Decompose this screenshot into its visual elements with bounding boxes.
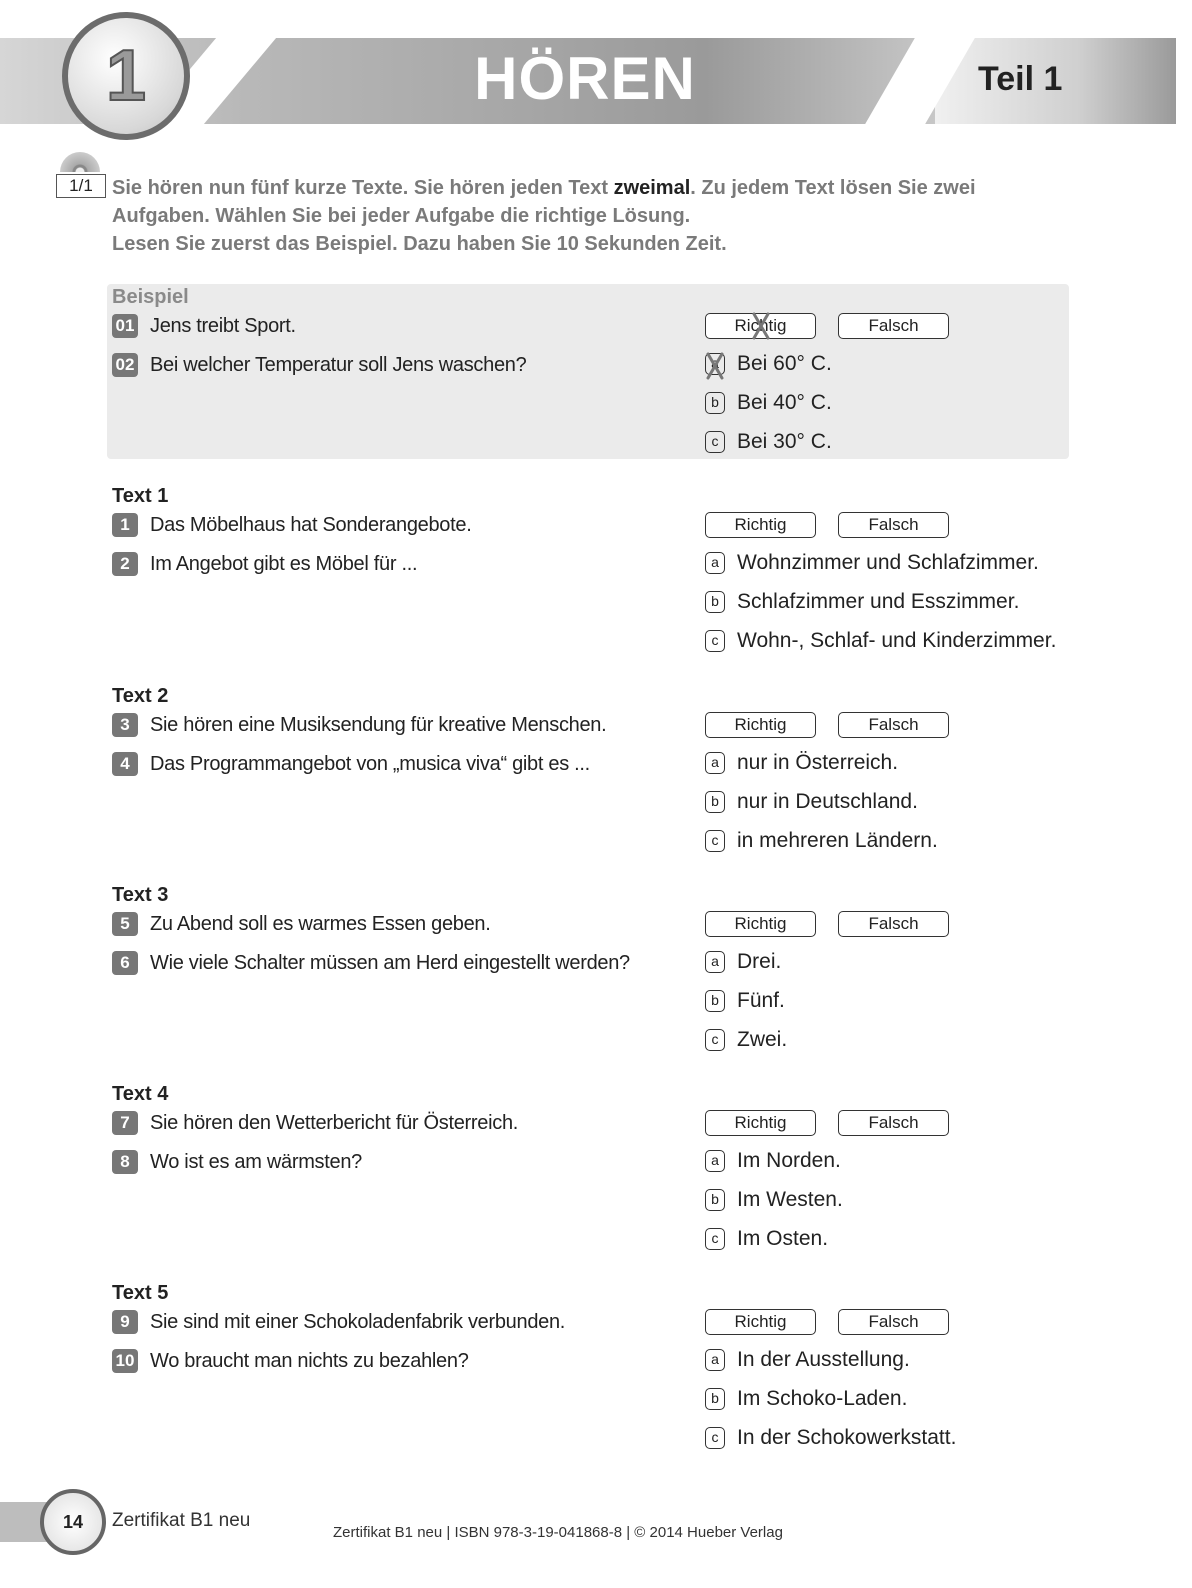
footer-book-title: Zertifikat B1 neu (112, 1510, 251, 1531)
answer-option[interactable] (705, 1426, 956, 1450)
option-checkbox[interactable]: c (705, 1228, 725, 1250)
option-text: In der Ausstellung. (737, 1348, 910, 1371)
option-text: in mehreren Ländern. (737, 829, 938, 852)
answer-option[interactable] (705, 1387, 907, 1411)
answer-option[interactable] (705, 829, 938, 853)
question-number: 2 (112, 552, 138, 576)
question-number: 3 (112, 713, 138, 737)
question-text: Sie hören eine Musiksendung für kreative Menschen. (150, 713, 607, 736)
option-checkbox[interactable]: c (705, 1427, 725, 1449)
answer-option[interactable] (705, 1348, 910, 1372)
option-text: Schlafzimmer und Esszimmer. (737, 590, 1020, 613)
section-heading: Text 5 (112, 1282, 169, 1304)
question-text: Bei welcher Temperatur soll Jens waschen? (150, 353, 527, 376)
question-text: Sie hören den Wetterbericht für Österreich. (150, 1111, 519, 1134)
option-checkbox[interactable]: a (705, 1349, 725, 1371)
question-number: 01 (112, 314, 138, 338)
question-number: 4 (112, 752, 138, 776)
question-item (112, 1150, 362, 1174)
instructions (112, 174, 1092, 258)
answer-option[interactable] (705, 950, 781, 974)
statement-item (112, 1111, 518, 1135)
answer-option[interactable] (705, 590, 1019, 614)
richtig-checkbox[interactable]: Richtig (705, 1309, 816, 1335)
question-number: 6 (112, 951, 138, 975)
option-text: Wohnzimmer und Schlafzimmer. (737, 551, 1039, 574)
answer-option[interactable] (705, 1188, 843, 1212)
question-number: 7 (112, 1111, 138, 1135)
option-checkbox[interactable]: c (705, 830, 725, 852)
question-item (112, 951, 630, 975)
option-text: Zwei. (737, 1028, 788, 1051)
question-number: 02 (112, 353, 138, 377)
section-heading: Beispiel (112, 286, 189, 308)
option-text: Wohn-, Schlaf- und Kinderzimmer. (737, 629, 1057, 652)
question-item (112, 353, 526, 377)
richtig-checkbox[interactable]: Richtig (705, 512, 816, 538)
falsch-checkbox[interactable]: Falsch (838, 1110, 949, 1136)
richtig-checkbox[interactable]: Richtig (705, 313, 816, 339)
falsch-checkbox[interactable]: Falsch (838, 911, 949, 937)
option-text: Drei. (737, 950, 782, 973)
question-text: Wo ist es am wärmsten? (150, 1150, 362, 1173)
question-number: 1 (112, 513, 138, 537)
option-checkbox[interactable]: c (705, 1029, 725, 1051)
instruction-text: Aufgaben. Wählen Sie bei jeder Aufgabe die richtige Lösung. (112, 205, 691, 227)
option-checkbox[interactable]: c (705, 431, 725, 453)
question-text: Im Angebot gibt es Möbel für ... (150, 552, 418, 575)
answer-option[interactable] (705, 989, 785, 1013)
option-checkbox[interactable]: b (705, 1189, 725, 1211)
option-text: Bei 40° C. (737, 391, 832, 414)
statement-item (112, 1310, 565, 1334)
falsch-checkbox[interactable]: Falsch (838, 712, 949, 738)
question-text: Zu Abend soll es warmes Essen geben. (150, 912, 491, 935)
answer-option[interactable] (705, 391, 832, 415)
option-text: In der Schokowerkstatt. (737, 1426, 957, 1449)
page-title: HÖREN (474, 45, 696, 112)
answer-option[interactable] (705, 1149, 841, 1173)
option-checkbox[interactable]: c (705, 630, 725, 652)
option-text: Im Schoko-Laden. (737, 1387, 908, 1410)
falsch-checkbox[interactable]: Falsch (838, 313, 949, 339)
option-text: Im Osten. (737, 1227, 829, 1250)
question-text: Wie viele Schalter müssen am Herd eingestellt werden? (150, 951, 630, 974)
question-number: 5 (112, 912, 138, 936)
option-checkbox[interactable]: a (705, 951, 725, 973)
answer-option[interactable] (705, 430, 832, 454)
question-number: 10 (112, 1349, 138, 1373)
question-text: Das Programmangebot von „musica viva“ gibt es ... (150, 752, 590, 775)
track-number[interactable]: 1/1 (56, 174, 106, 198)
chapter-number: 1 (105, 36, 147, 116)
option-text: Im Norden. (737, 1149, 841, 1172)
option-text: Bei 30° C. (737, 430, 832, 453)
option-checkbox[interactable]: a (705, 353, 725, 375)
option-checkbox[interactable]: b (705, 1388, 725, 1410)
section-heading: Text 2 (112, 685, 169, 707)
option-text: Bei 60° C. (737, 352, 832, 375)
question-text: Wo braucht man nichts zu bezahlen? (150, 1349, 469, 1372)
option-text: nur in Österreich. (737, 751, 899, 774)
richtig-checkbox[interactable]: Richtig (705, 712, 816, 738)
option-checkbox[interactable]: b (705, 791, 725, 813)
footer-isbn: Zertifikat B1 neu | ISBN 978-3-19-041868-8 | © 2014 Hueber Verlag (333, 1524, 783, 1541)
option-text: nur in Deutschland. (737, 790, 918, 813)
question-text: Sie sind mit einer Schokoladenfabrik verbunden. (150, 1310, 566, 1333)
statement-item (112, 713, 606, 737)
question-text: Jens treibt Sport. (150, 314, 296, 337)
instruction-text: . Zu jedem Text lösen Sie zwei (690, 177, 976, 199)
answer-option[interactable] (705, 1028, 787, 1052)
answer-option[interactable] (705, 1227, 828, 1251)
answer-option[interactable] (705, 629, 1056, 653)
section-heading: Text 4 (112, 1083, 169, 1105)
question-item (112, 752, 590, 776)
falsch-checkbox[interactable]: Falsch (838, 512, 949, 538)
statement-item (112, 513, 471, 537)
question-number: 9 (112, 1310, 138, 1334)
richtig-checkbox[interactable]: Richtig (705, 911, 816, 937)
option-text: Fünf. (737, 989, 785, 1012)
cross-mark-icon (750, 312, 772, 340)
answer-option[interactable] (705, 551, 1039, 575)
instruction-text: Lesen Sie zuerst das Beispiel. Dazu haben Sie 10 Sekunden Zeit. (112, 233, 727, 255)
option-checkbox[interactable]: b (705, 591, 725, 613)
answer-option[interactable] (705, 790, 918, 814)
instruction-text: Sie hören nun fünf kurze Texte. Sie hören jeden Text (112, 177, 614, 199)
option-checkbox[interactable]: b (705, 990, 725, 1012)
falsch-checkbox[interactable]: Falsch (838, 1309, 949, 1335)
section-heading: Text 1 (112, 485, 169, 507)
part-label: Teil 1 (978, 60, 1063, 98)
question-number: 8 (112, 1150, 138, 1174)
statement-item (112, 912, 491, 936)
option-checkbox[interactable]: a (705, 552, 725, 574)
question-text: Das Möbelhaus hat Sonderangebote. (150, 513, 472, 536)
chapter-number-badge (62, 12, 190, 140)
option-checkbox[interactable]: a (705, 752, 725, 774)
cross-mark-icon (704, 352, 726, 380)
question-item (112, 552, 417, 576)
question-item (112, 1349, 469, 1373)
option-checkbox[interactable]: a (705, 1150, 725, 1172)
option-text: Im Westen. (737, 1188, 843, 1211)
answer-option[interactable] (705, 751, 898, 775)
option-checkbox[interactable]: b (705, 392, 725, 414)
section-heading: Text 3 (112, 884, 169, 906)
page-number: 14 (40, 1489, 106, 1555)
richtig-checkbox[interactable]: Richtig (705, 1110, 816, 1136)
statement-item (112, 314, 296, 338)
instruction-emphasis: zweimal (613, 177, 691, 199)
